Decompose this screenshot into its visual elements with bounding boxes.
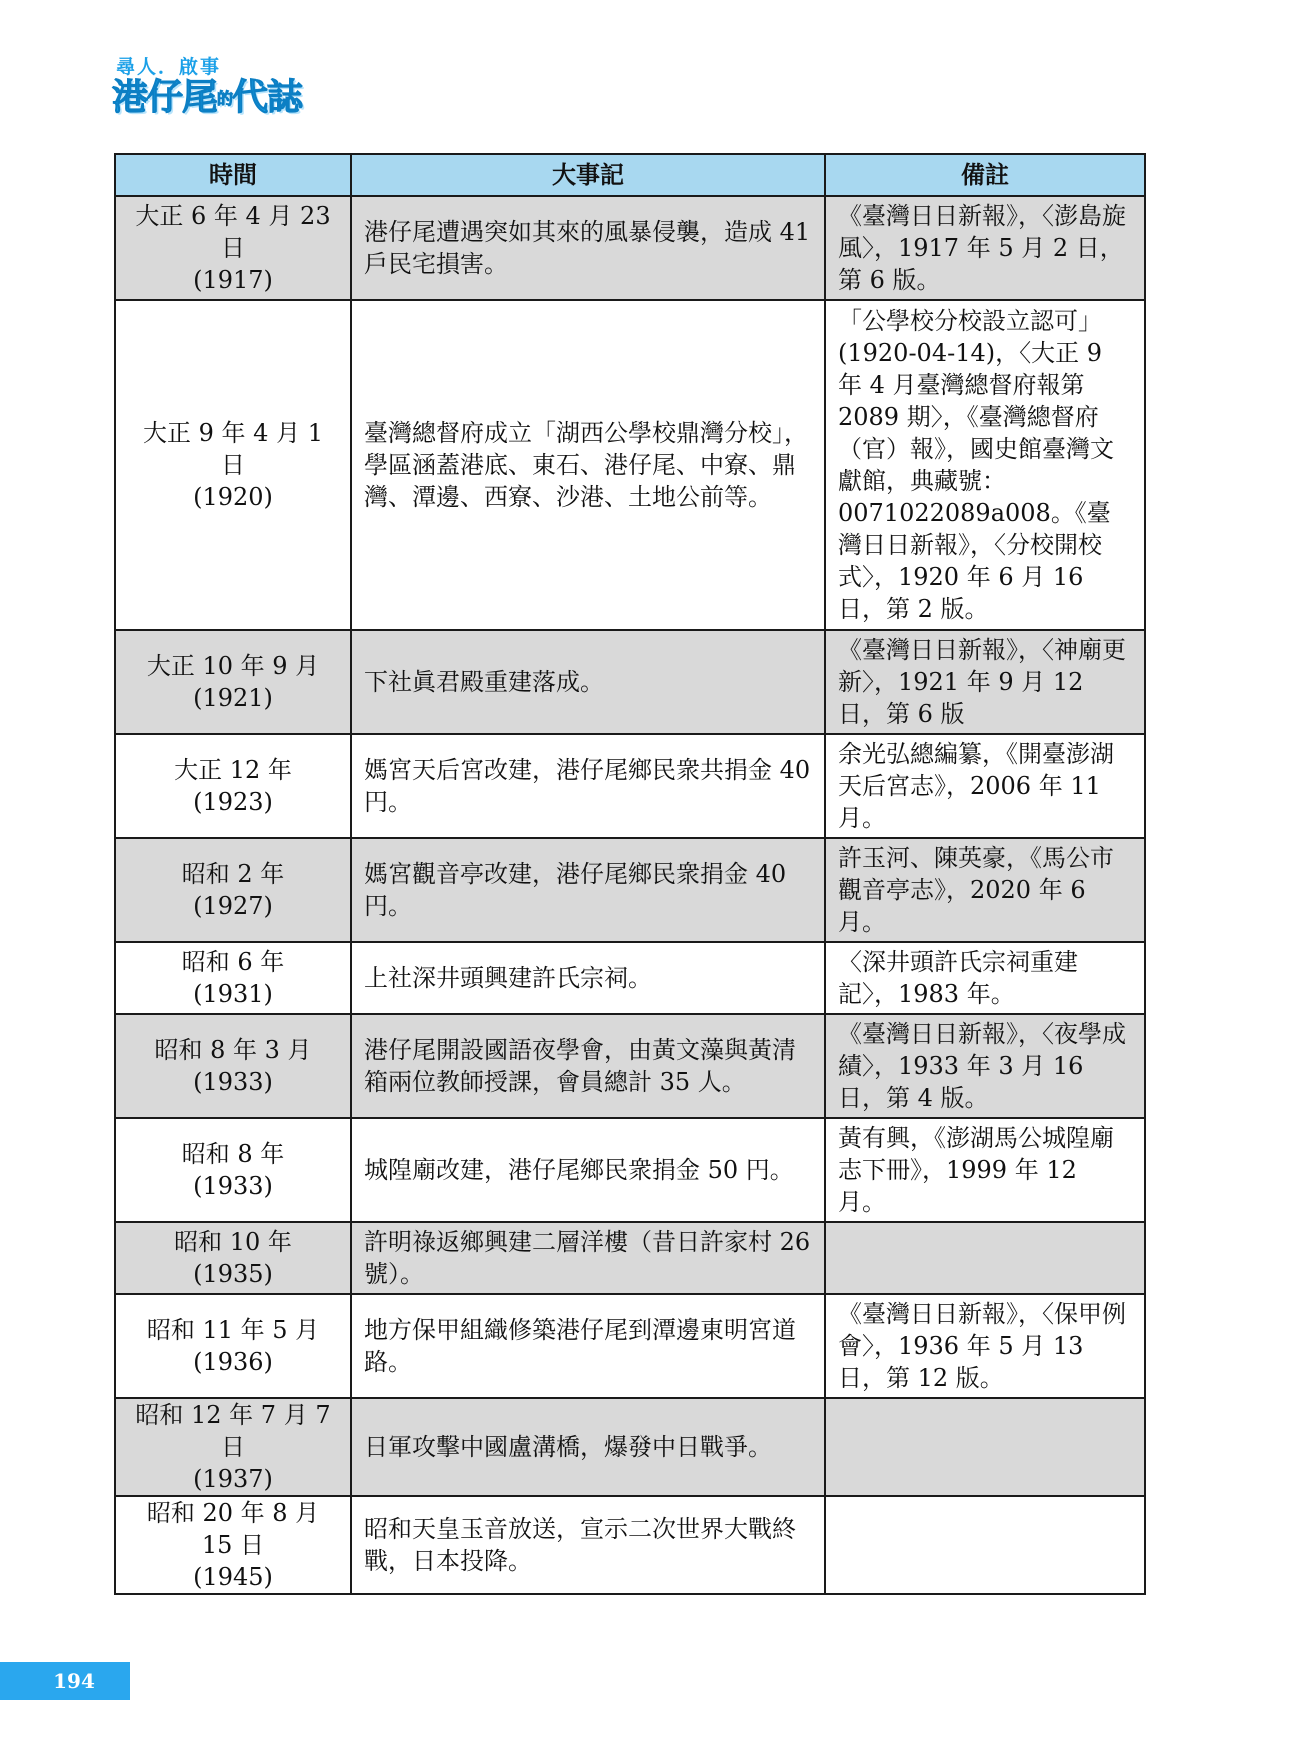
note-cell: 《臺灣日日新報》，〈夜學成績〉，1933 年 3 月 16 日，第 4 版。 — [825, 1014, 1145, 1118]
table-row — [115, 838, 1145, 942]
time-cell: 昭和 8 年 (1933) — [115, 1118, 351, 1222]
event-cell: 港仔尾遭遇突如其來的風暴侵襲，造成 41 戶民宅損害。 — [351, 196, 825, 300]
note-cell: 《臺灣日日新報》，〈保甲例會〉，1936 年 5 月 13 日，第 12 版。 — [825, 1294, 1145, 1398]
event-cell: 媽宮天后宮改建，港仔尾鄉民衆共捐金 40 円。 — [351, 734, 825, 838]
time-cell: 昭和 10 年 (1935) — [115, 1222, 351, 1294]
book-title-logo — [112, 78, 302, 119]
table-row — [115, 1496, 1145, 1594]
book-title-part-a: 港仔尾 — [112, 77, 218, 118]
note-cell: 「公學校分校設立認可」(1920-04-14)，〈大正 9 年 4 月臺灣總督府報第 2089 期〉，《臺灣總督府（官）報》，國史館臺灣文獻館，典藏號：0071022089a008。《臺灣日日新報》，〈分校開校式〉，1920 年 6 月 16 日，第 2 版。 — [825, 300, 1145, 630]
column-header-note: 備註 — [825, 154, 1145, 196]
column-header-time: 時間 — [115, 154, 351, 196]
note-cell: 余光弘總編纂，《開臺澎湖天后宮志》，2006 年 11 月。 — [825, 734, 1145, 838]
time-cell: 大正 9 年 4 月 1 日 (1920) — [115, 300, 351, 630]
book-title-particle: 的 — [217, 89, 233, 108]
book-series-title: 尋人．啟事 — [116, 56, 222, 78]
table-row — [115, 300, 1145, 630]
event-cell: 許明祿返鄉興建二層洋樓（昔日許家村 26 號）。 — [351, 1222, 825, 1294]
time-cell: 昭和 11 年 5 月 (1936) — [115, 1294, 351, 1398]
table-row — [115, 196, 1145, 300]
note-cell — [825, 1496, 1145, 1594]
page-number: 194 — [53, 1669, 95, 1693]
event-cell: 臺灣總督府成立「湖西公學校鼎灣分校」，學區涵蓋港底、東石、港仔尾、中寮、鼎灣、潭邊、西寮、沙港、土地公前等。 — [351, 300, 825, 630]
event-cell: 港仔尾開設國語夜學會，由黃文藻與黃清箱兩位教師授課，會員總計 35 人。 — [351, 1014, 825, 1118]
table-row — [115, 630, 1145, 734]
time-cell: 昭和 12 年 7 月 7 日 (1937) — [115, 1398, 351, 1496]
event-cell: 地方保甲組織修築港仔尾到潭邊東明宮道路。 — [351, 1294, 825, 1398]
time-cell: 大正 12 年 (1923) — [115, 734, 351, 838]
note-cell: 許玉河、陳英豪，《馬公市觀音亭志》，2020 年 6 月。 — [825, 838, 1145, 942]
time-cell: 大正 10 年 9 月 (1921) — [115, 630, 351, 734]
time-cell: 昭和 8 年 3 月 (1933) — [115, 1014, 351, 1118]
time-cell: 昭和 6 年 (1931) — [115, 942, 351, 1014]
book-title-part-b: 代誌 — [232, 77, 303, 118]
chronology-table — [114, 153, 1146, 1595]
event-cell: 城隍廟改建，港仔尾鄉民衆捐金 50 円。 — [351, 1118, 825, 1222]
table-row — [115, 1294, 1145, 1398]
event-cell: 媽宮觀音亭改建，港仔尾鄉民衆捐金 40 円。 — [351, 838, 825, 942]
table-row — [115, 1222, 1145, 1294]
column-header-event: 大事記 — [351, 154, 825, 196]
table-row — [115, 734, 1145, 838]
page-number-badge — [0, 1662, 130, 1700]
note-cell: 《臺灣日日新報》，〈神廟更新〉，1921 年 9 月 12 日，第 6 版 — [825, 630, 1145, 734]
event-cell: 日軍攻擊中國盧溝橋，爆發中日戰爭。 — [351, 1398, 825, 1496]
event-cell: 下社眞君殿重建落成。 — [351, 630, 825, 734]
table-row — [115, 1398, 1145, 1496]
note-cell: 〈深井頭許氏宗祠重建記〉，1983 年。 — [825, 942, 1145, 1014]
table-row — [115, 942, 1145, 1014]
table-row — [115, 1118, 1145, 1222]
table-header-row — [115, 154, 1145, 196]
note-cell: 《臺灣日日新報》，〈澎島旋風〉，1917 年 5 月 2 日，第 6 版。 — [825, 196, 1145, 300]
time-cell: 昭和 20 年 8 月 15 日 (1945) — [115, 1496, 351, 1594]
note-cell: 黃有興，《澎湖馬公城隍廟志下冊》，1999 年 12 月。 — [825, 1118, 1145, 1222]
event-cell: 上社深井頭興建許氏宗祠。 — [351, 942, 825, 1014]
note-cell — [825, 1398, 1145, 1496]
time-cell: 大正 6 年 4 月 23 日 (1917) — [115, 196, 351, 300]
event-cell: 昭和天皇玉音放送，宣示二次世界大戰終戰，日本投降。 — [351, 1496, 825, 1594]
time-cell: 昭和 2 年 (1927) — [115, 838, 351, 942]
table-row — [115, 1014, 1145, 1118]
note-cell — [825, 1222, 1145, 1294]
book-header — [112, 56, 302, 119]
